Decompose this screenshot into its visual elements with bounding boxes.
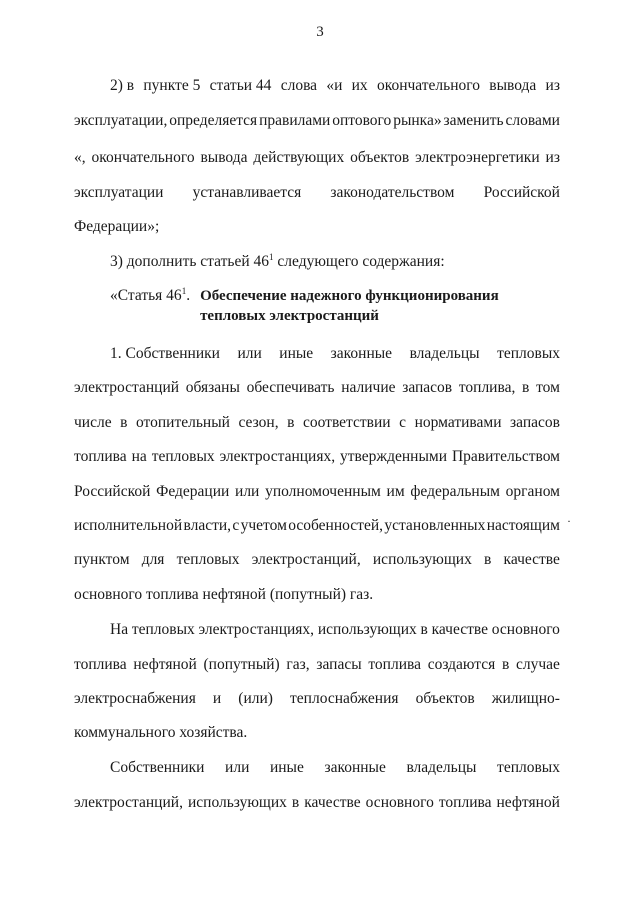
text-line: [74, 413, 560, 433]
word: статьи 44: [209, 77, 272, 94]
word: особенностей,: [288, 517, 383, 534]
word: в: [120, 414, 128, 431]
word: объектов: [350, 149, 410, 166]
text-line: [110, 252, 560, 272]
word: установленных: [384, 517, 486, 534]
word: использующих: [317, 621, 417, 638]
word: электростанций,: [251, 551, 361, 568]
word: обязаны: [185, 379, 240, 396]
word: в: [501, 656, 510, 673]
paragraph-3-text: 3) дополнить статьей $46^1$ следующего содержания:: [110, 252, 445, 270]
article-title: Обеспечение надежного функционирования тепловых электростанций: [200, 288, 499, 324]
word: теплоснабжения: [290, 690, 399, 707]
word: с: [232, 517, 240, 534]
word: на: [131, 448, 147, 465]
word: нефтяной: [133, 656, 197, 673]
word: создаются: [427, 656, 496, 673]
word: утвержденными: [340, 448, 447, 465]
word: или: [225, 759, 250, 776]
word: электроэнергетики: [415, 149, 540, 166]
word: топлива,: [458, 379, 516, 396]
word: эксплуатации,: [74, 112, 168, 129]
text-line: [74, 148, 560, 168]
word: в: [420, 621, 428, 638]
word: топлива: [368, 656, 421, 673]
word: законные: [330, 345, 393, 362]
word: использующих: [187, 794, 287, 811]
word: их: [351, 77, 368, 94]
word: запасы: [316, 656, 362, 673]
word: эксплуатации: [74, 184, 164, 201]
word: иные: [279, 345, 314, 362]
word: в: [287, 414, 295, 431]
text-line: [110, 344, 560, 364]
text-line: [74, 516, 560, 536]
word: правилами: [259, 112, 331, 129]
word: из: [545, 149, 560, 166]
word: и: [212, 690, 222, 707]
word: Федерации»;: [74, 218, 160, 235]
word: с: [399, 414, 407, 431]
word: 2) в: [110, 77, 135, 94]
word: Собственники: [110, 759, 205, 776]
word: окончательного: [376, 77, 480, 94]
word: или: [235, 483, 260, 500]
word: пункте 5: [143, 77, 201, 94]
word: тепловых: [176, 551, 240, 568]
word: 1. Собственники: [110, 345, 220, 362]
word: основного: [365, 794, 434, 811]
margin-mark: ·: [567, 514, 571, 528]
word: основного топлива нефтяной (попутный) газ.: [74, 586, 374, 603]
text-line: [74, 447, 560, 467]
word: уполномоченным: [265, 483, 381, 500]
text-line: [74, 378, 560, 398]
word: тепловых: [151, 448, 215, 465]
word: власти,: [183, 517, 232, 534]
word: качестве: [431, 621, 489, 638]
word: пунктом: [74, 551, 130, 568]
word: устанавливается: [192, 184, 302, 201]
text-line: [74, 217, 560, 237]
word: нефтяной: [496, 794, 560, 811]
word: вывода: [200, 149, 248, 166]
word: из: [545, 77, 560, 94]
word: объектов: [415, 690, 475, 707]
page-number: 3: [316, 24, 324, 40]
text-line: [74, 793, 560, 813]
word: том: [536, 379, 560, 396]
word: Правительством: [451, 448, 560, 465]
word: органом: [505, 483, 560, 500]
word: Российской: [483, 184, 560, 201]
word: слова: [280, 77, 318, 94]
word: электростанций,: [74, 794, 183, 811]
word: рынка»: [393, 112, 442, 129]
word: газ,: [286, 656, 310, 673]
word: электростанций: [74, 379, 180, 396]
article-heading: [110, 286, 499, 326]
word: владельцы: [406, 759, 477, 776]
word: топлива: [74, 448, 127, 465]
word: в: [522, 379, 530, 396]
word: «и: [326, 77, 343, 94]
word: запасов: [402, 379, 453, 396]
text-line: [74, 482, 560, 502]
text-line: [74, 585, 560, 605]
word: «,: [74, 149, 86, 166]
word: использующих: [372, 551, 472, 568]
text-line: [74, 689, 560, 709]
text-line: [74, 655, 560, 675]
text-line: [74, 723, 560, 743]
word: качестве: [503, 551, 560, 568]
word: электроснабжения: [74, 690, 196, 707]
article-label: «Статья $46^1$.: [110, 286, 191, 304]
word: им: [386, 483, 405, 500]
word: определяется: [169, 112, 258, 129]
word: сезон,: [238, 414, 279, 431]
word: в: [484, 551, 492, 568]
word: электростанциях,: [219, 448, 336, 465]
word: иные: [269, 759, 304, 776]
word: нормативами: [414, 414, 502, 431]
word: словами: [505, 112, 560, 129]
word: топлива: [74, 656, 127, 673]
word: Российской: [74, 483, 151, 500]
word: электростанциях,: [198, 621, 315, 638]
text-line: [74, 111, 560, 131]
word: тепловых: [497, 345, 560, 362]
word: обеспечивать: [246, 379, 335, 396]
text-line: [110, 76, 560, 96]
word: окончательного: [91, 149, 195, 166]
word: коммунального хозяйства.: [74, 724, 248, 741]
word: отопительный: [136, 414, 230, 431]
word: федеральным: [410, 483, 500, 500]
word: тепловых: [131, 621, 195, 638]
word: наличие: [341, 379, 396, 396]
word: качестве: [304, 794, 361, 811]
word: тепловых: [497, 759, 560, 776]
word: настоящим: [486, 517, 560, 534]
text-line: [74, 550, 560, 570]
text-line: [74, 183, 560, 203]
word: основного: [491, 621, 560, 638]
word: владельцы: [409, 345, 480, 362]
word: учетом: [240, 517, 287, 534]
word: заменить: [443, 112, 504, 129]
word: запасов: [510, 414, 560, 431]
word: оптового: [332, 112, 392, 129]
word: (попутный): [203, 656, 280, 673]
word: в: [291, 794, 300, 811]
word: (или): [238, 690, 273, 707]
word: вывода: [489, 77, 537, 94]
word: топлива: [438, 794, 492, 811]
word: На: [110, 621, 129, 638]
word: числе: [74, 414, 112, 431]
word: законные: [324, 759, 386, 776]
word: или: [237, 345, 262, 362]
word: для: [141, 551, 165, 568]
word: исполнительной: [74, 517, 183, 534]
word: жилищно-: [491, 690, 560, 707]
word: соответствии: [303, 414, 391, 431]
word: действующих: [253, 149, 345, 166]
text-line: [110, 758, 560, 778]
word: законодательством: [330, 184, 455, 201]
word: случае: [516, 656, 560, 673]
word: Федерации: [156, 483, 230, 500]
text-line: [110, 620, 560, 640]
